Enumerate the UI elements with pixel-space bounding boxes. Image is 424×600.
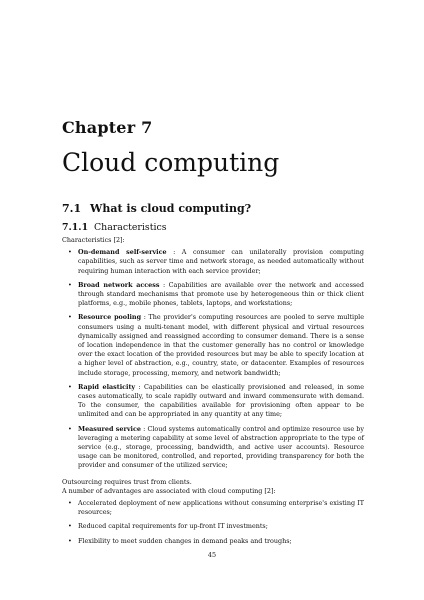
characteristic-term: Resource pooling [78,313,142,322]
list-item [62,522,364,531]
subsection-number: 7.1.1 [62,222,89,233]
characteristic-term: Measured service [78,424,141,433]
characteristic-text: : Capabilities are available over the network and accessed through standard mechanisms that promote use by heterogeneous thin or thick client platforms, e.g., mobile phones, tablets, laptops, and workstations; [78,280,365,308]
characteristic-text: : The provider's computing resources are pooled to serve multiple consumers using a multi-tenant model, with different physical and virtual resources dynamically assigned and reassigned according to consumer demand. There is a sense of location independence in that the customer generally has no control or knowledge over the exact location of the provided resources but may be able to specify location at a higher level of abstraction, e.g., country, state, or datacenter. Examples of resources include storage, processing, memory, and network bandwidth; [78,313,364,377]
section-title: What is cloud computing? [90,202,252,215]
list-item [62,383,364,420]
advantage-text: Flexibility to meet sudden changes in demand peaks and troughs; [78,536,292,545]
characteristic-text: : Capabilities can be elastically provisioned and released, in some cases automatically, to scale rapidly outward and inward commensurate with demand. To the consumer, the capabilities available for provisioning often appear to be unlimited and can be appropriated in any quantity at any time; [78,382,364,419]
list-item [62,313,364,377]
subsection-title: Characteristics [94,222,167,233]
list-item [62,499,364,517]
page-number: 45 [207,551,217,559]
outsourcing-note: Outsourcing requires trust from clients. [62,477,192,486]
subsection-heading [62,222,167,233]
section-number: 7.1 [62,202,82,215]
bullet-icon: • [68,382,72,391]
characteristic-term: Broad network access [78,280,160,289]
bullet-icon: • [68,280,72,289]
list-item [62,248,364,276]
bullet-icon: • [68,522,72,531]
chapter-label: Chapter 7 [62,118,153,137]
characteristic-term: On-demand self-service [78,248,167,257]
advantages-intro: A number of advantages are associated with cloud computing [2]: [62,486,276,495]
characteristic-term: Rapid elasticity [78,382,136,391]
characteristics-list [62,248,364,470]
advantages-list [62,499,364,546]
advantage-text: Reduced capital requirements for up-front IT investments; [78,522,268,531]
characteristics-intro: Characteristics [2]: [62,236,125,244]
section-heading [62,202,251,215]
bullet-icon: • [68,536,72,545]
list-item [62,281,364,309]
bullet-icon: • [68,313,72,322]
bullet-icon: • [68,499,72,508]
bullet-icon: • [68,248,72,257]
list-item [62,537,364,546]
chapter-title: Cloud computing [62,148,280,177]
characteristic-text: : Cloud systems automatically control and optimize resource use by leveraging a metering capability at some level of abstraction appropriate to the type of service (e.g., storage, processing, bandwidth, and active user accounts). Resource usage can be monitored, controlled, and reported, providing transparency for both the provider and consumer of the utilized service; [78,424,365,470]
advantage-text: Accelerated deployment of new applications without consuming enterprise's existing IT resources; [78,499,364,517]
list-item [62,425,364,471]
bullet-icon: • [68,424,72,433]
characteristic-text: : A consumer can unilaterally provision computing capabilities, such as server time and network storage, as needed automatically without requiring human interaction with each service provider; [78,248,364,275]
body-text [62,236,364,551]
